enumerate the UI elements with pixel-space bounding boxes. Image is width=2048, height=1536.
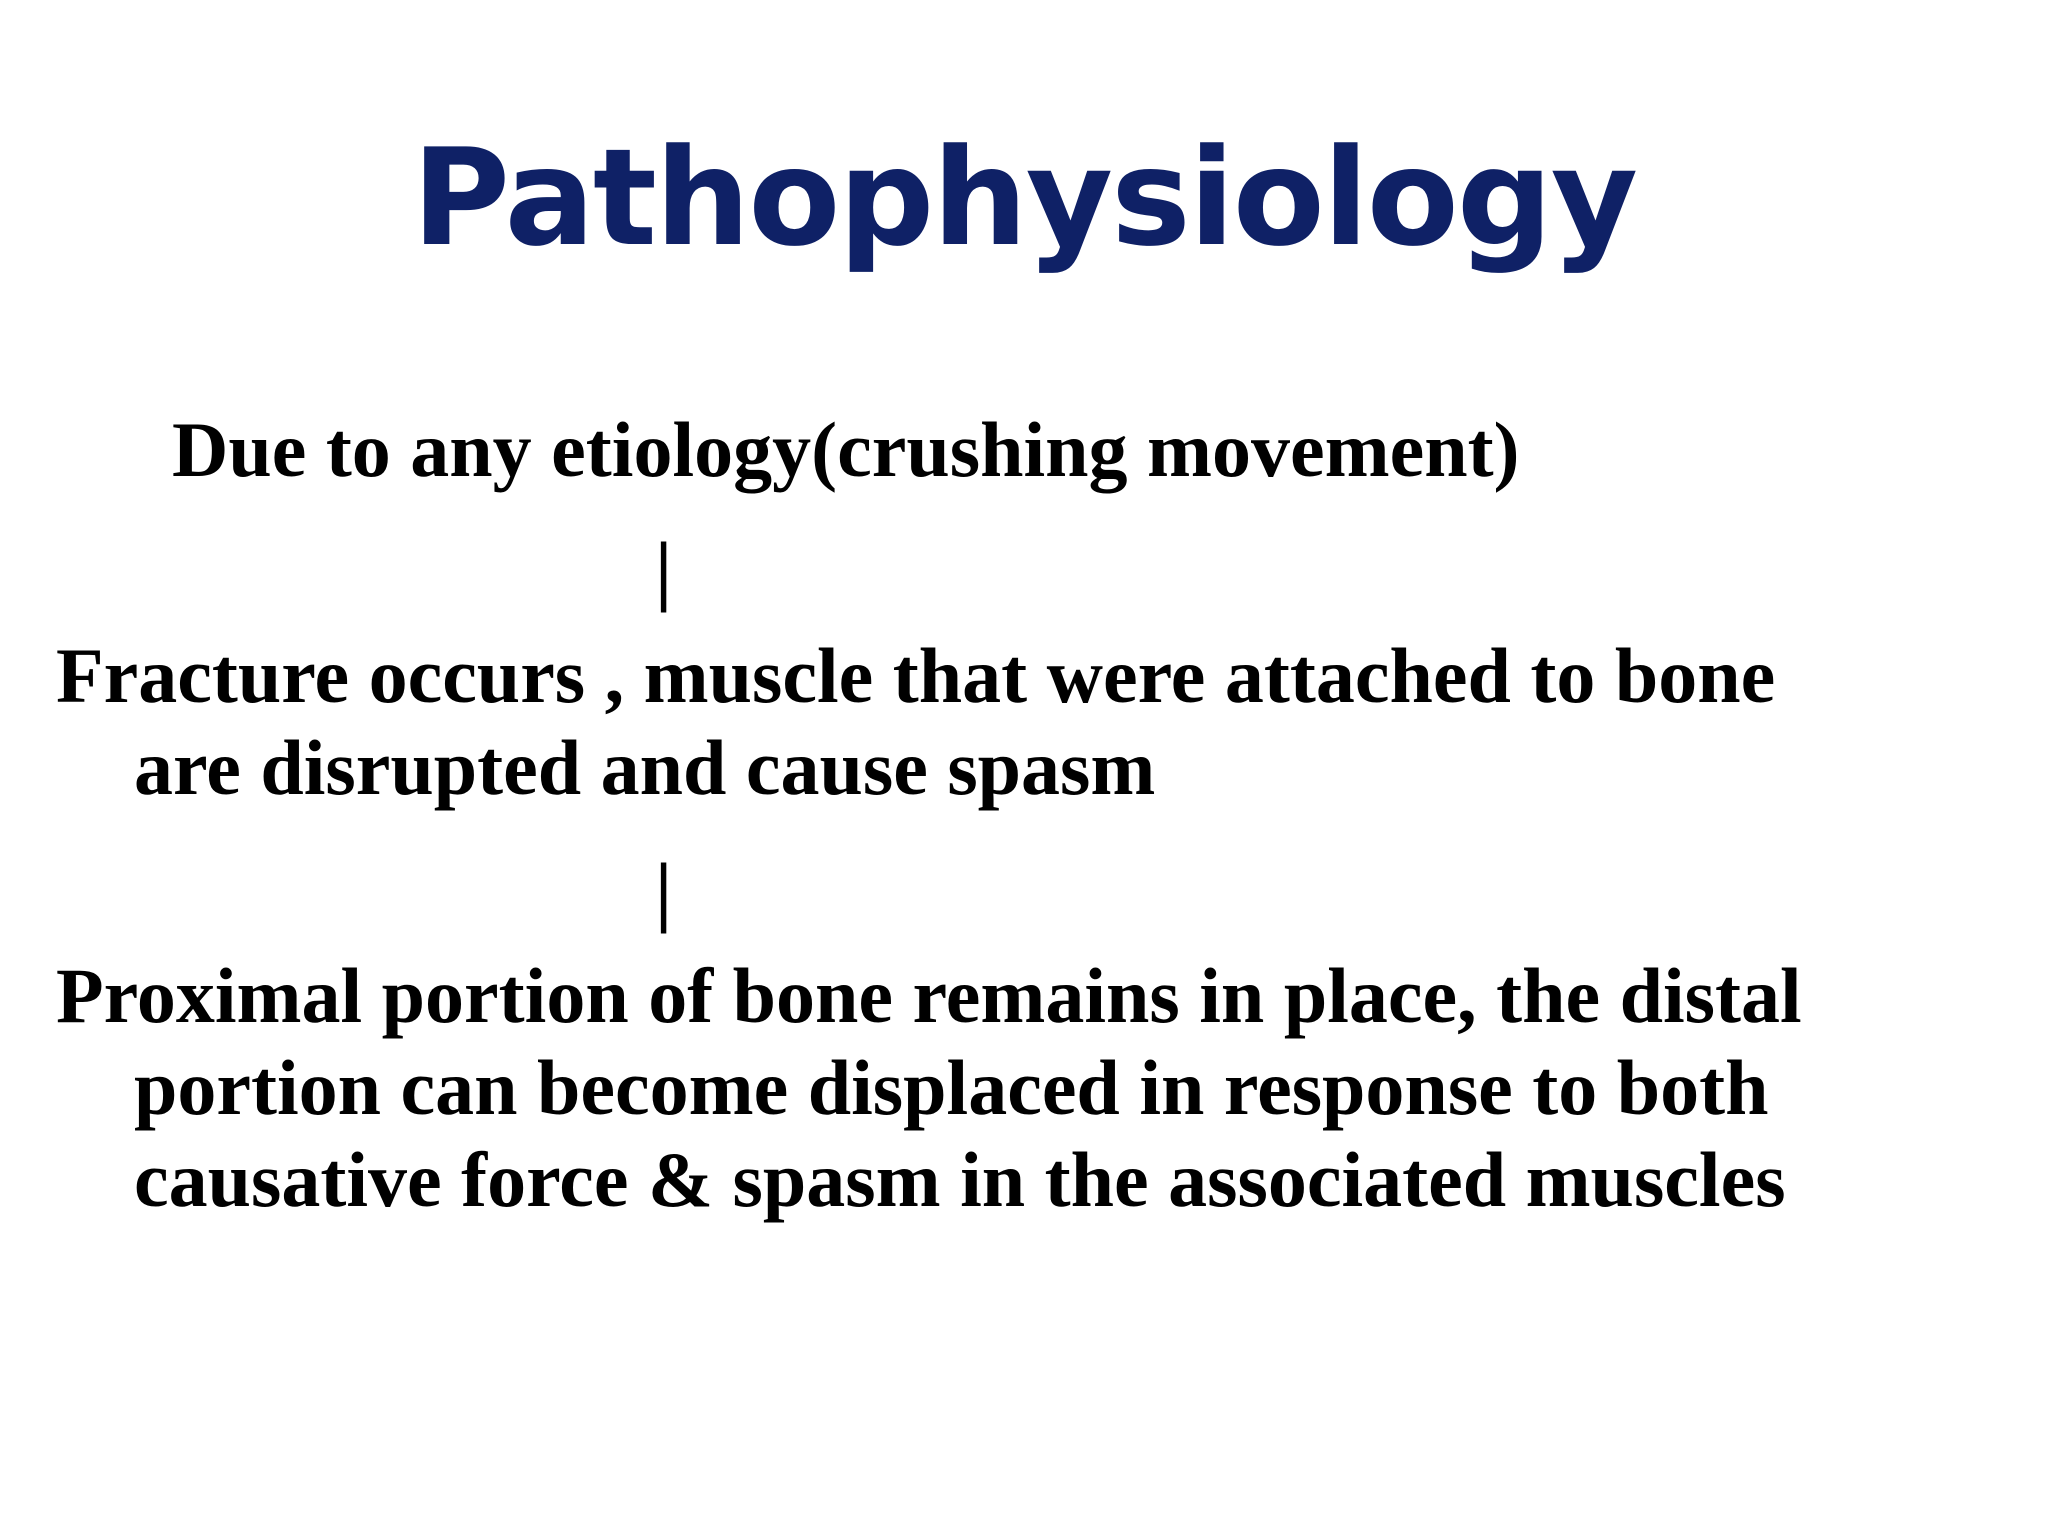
flow-connector-2: | xyxy=(655,847,673,934)
step-3-line-2: portion can become displaced in response to both xyxy=(134,1044,1769,1131)
step-3-line-3: causative force & spasm in the associated muscles xyxy=(134,1136,1786,1223)
flow-connector-1: | xyxy=(655,526,673,613)
slide-title: Pathophysiology xyxy=(411,120,1637,276)
step-1-line-1: Due to any etiology(crushing movement) xyxy=(172,406,1520,493)
step-2-line-1: Fracture occurs , muscle that were attached to bone xyxy=(56,632,1776,719)
step-2-line-2: are disrupted and cause spasm xyxy=(134,724,1156,811)
step-3-line-1: Proximal portion of bone remains in place, the distal xyxy=(56,952,1802,1039)
